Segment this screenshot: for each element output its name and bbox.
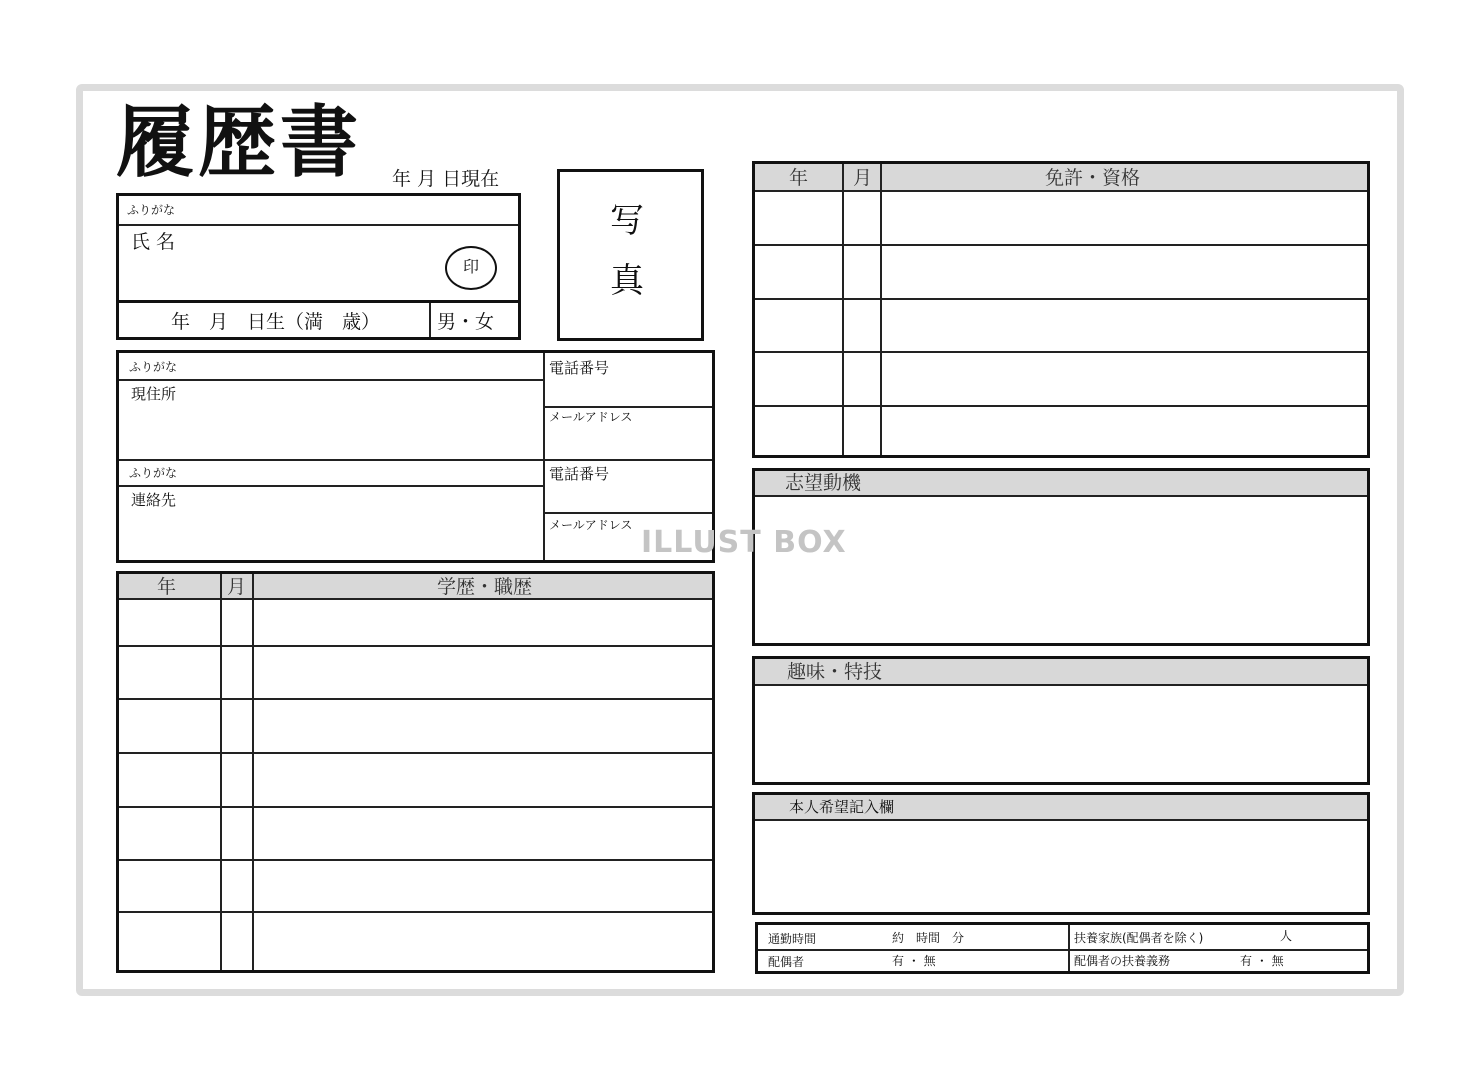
resume-title: 履歴書 <box>116 97 363 188</box>
name-label: 氏 名 <box>131 231 176 253</box>
photo-box <box>557 169 704 341</box>
history-header: 学歴・職歴 <box>437 576 533 598</box>
commute-label: 通勤時間 <box>768 932 817 946</box>
history-year-header: 年 <box>157 576 177 598</box>
history-month-header: 月 <box>227 576 247 598</box>
contact-phone-label: 電話番号 <box>549 465 610 483</box>
spouse-label: 配偶者 <box>768 955 805 969</box>
hobby-box <box>752 656 1370 785</box>
address-furigana-label: ふりがな <box>129 360 178 374</box>
address-label: 現住所 <box>131 385 177 403</box>
spouse-support-label: 配偶者の扶養義務 <box>1074 954 1171 968</box>
gender-choice: 男・女 <box>437 311 495 333</box>
contact-email-label: メールアドレス <box>549 518 633 532</box>
hobby-header: 趣味・特技 <box>787 661 883 683</box>
dependents-unit: 人 <box>1280 929 1293 943</box>
birth-box <box>116 300 521 340</box>
spouse-support-value: 有 ・ 無 <box>1240 954 1284 968</box>
watermark: ILLUST BOX <box>641 525 847 560</box>
license-year-header: 年 <box>789 167 809 189</box>
motivation-header: 志望動機 <box>785 472 862 494</box>
license-month-header: 月 <box>853 167 873 189</box>
seal-mark: 印 <box>445 246 497 290</box>
address-phone-label: 電話番号 <box>549 359 610 377</box>
date-line: 年 月 日現在 <box>392 168 500 190</box>
birth-line: 年 月 日生（満 歳） <box>171 311 381 333</box>
commute-value: 約 時間 分 <box>892 931 965 945</box>
photo-label-1: 写 <box>610 201 644 241</box>
dependents-label: 扶養家族(配偶者を除く) <box>1074 931 1204 945</box>
address-email-label: メールアドレス <box>549 410 633 424</box>
license-box <box>752 161 1370 458</box>
spouse-value: 有 ・ 無 <box>892 954 936 968</box>
info-box <box>755 922 1370 974</box>
contact-furigana-label: ふりがな <box>129 466 178 480</box>
name-furigana-label: ふりがな <box>127 203 176 217</box>
address-box <box>116 350 715 563</box>
license-header: 免許・資格 <box>1045 167 1141 189</box>
contact-label: 連絡先 <box>131 491 177 509</box>
history-box <box>116 571 715 973</box>
photo-label-2: 真 <box>610 261 644 301</box>
name-box <box>116 193 521 303</box>
request-box <box>752 792 1370 915</box>
request-header: 本人希望記入欄 <box>789 798 895 816</box>
